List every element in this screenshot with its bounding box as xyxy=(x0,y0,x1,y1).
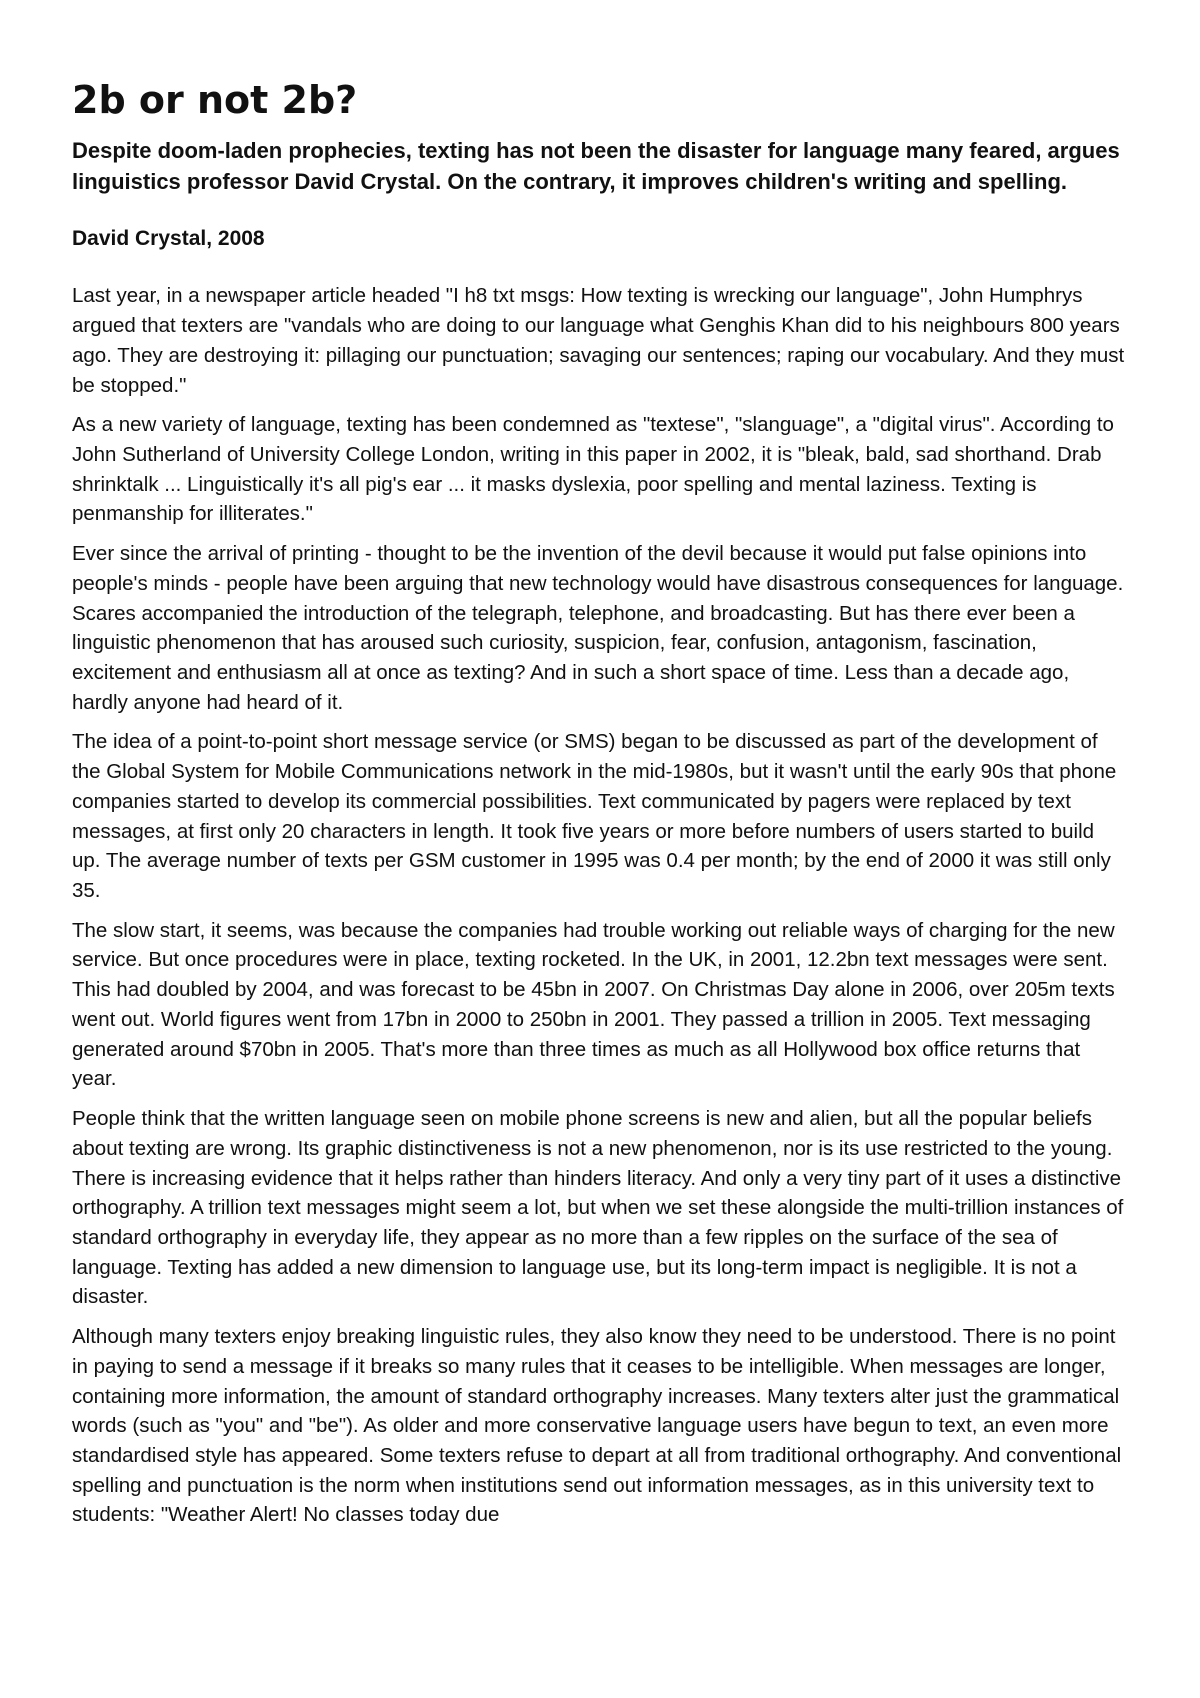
paragraph: The idea of a point-to-point short message service (or SMS) began to be discussed as part of the development of the Global System for Mobile Communications network in the mid-1980s, but it wasn't until the early 90s that phone companies started to develop its commercial possibilities. Text communicated by pagers were replaced by text messages, at first only 20 characters in length. It took five years or more before numbers of users started to build up. The average number of texts per GSM customer in 1995 was 0.4 per month; by the end of 2000 it was still only 35. xyxy=(72,730,1117,903)
paragraph: The slow start, it seems, was because the companies had trouble working out reliable ways of charging for the new service. But once procedures were in place, texting rocketed. In the UK, in 2001, 12.2bn text messages were sent. This had doubled by 2004, and was forecast to be 45bn in 2007. On Christmas Day alone in 2006, over 205m texts went out. World figures went from 17bn in 2000 to 250bn in 2001. They passed a trillion in 2005. Text messaging generated around $70bn in 2005. That's more than three times as much as all Hollywood box office returns that year. xyxy=(72,918,1115,1091)
paragraph: Last year, in a newspaper article headed "I h8 txt msgs: How texting is wrecking our language", John Humphrys argued that texters are "vandals who are doing to our language what Genghis Khan did to his neighbours 800 years ago. They are destroying it: pillaging our punctuation; savaging our sentences; raping our vocabulary. And they must be stopped." xyxy=(72,284,1125,397)
paragraph: People think that the written language seen on mobile phone screens is new and alien, but all the popular beliefs about texting are wrong. Its graphic distinctiveness is not a new phenomenon, nor is its use restricted to the young. There is increasing evidence that it helps rather than hinders literacy. And only a very tiny part of it uses a distinctive orthography. A trillion text messages might seem a lot, but when we set these alongside the multi-trillion instances of standard orthography in everyday life, they appear as no more than a few ripples on the surface of the sea of language. Texting has added a new dimension to language use, but its long-term impact is negligible. It is not a disaster. xyxy=(72,1107,1124,1309)
article-subtitle: Despite doom-laden prophecies, texting has not been the disaster for language many feared, argues linguistics professor David Crystal. On the contrary, it improves children's writing and spelling. xyxy=(72,137,1120,194)
paragraph: As a new variety of language, texting has been condemned as "textese", "slanguage", a "digital virus". According to John Sutherland of University College London, writing in this paper in 2002, it is "bleak, bald, sad shorthand. Drab shrinktalk ... Linguistically it's all pig's ear ... it masks dyslexia, poor spelling and mental laziness. Texting is penmanship for illiterates." xyxy=(72,413,1114,526)
article-title: 2b or not 2b? xyxy=(72,78,358,122)
paragraph: Although many texters enjoy breaking linguistic rules, they also know they need to be understood. There is no point in paying to send a message if it breaks so many rules that it ceases to be intelligible. When messages are longer, containing more information, the amount of standard orthography increases. Many texters alter just the grammatical words (such as "you" and "be"). As older and more conservative language users have begun to text, an even more standardised style has appeared. Some texters refuse to depart at all from traditional orthography. And conventional spelling and punctuation is the norm when institutions send out information messages, as in this university text to students: "Weather Alert! No classes today due xyxy=(72,1325,1122,1527)
article-byline: David Crystal, 2008 xyxy=(72,227,265,251)
article-body xyxy=(72,281,1128,1530)
paragraph: Ever since the arrival of printing - thought to be the invention of the devil because it would put false opinions into people's minds - people have been arguing that new technology would have disastrous consequences for language. Scares accompanied the introduction of the telegraph, telephone, and broadcasting. But has there ever been a linguistic phenomenon that has aroused such curiosity, suspicion, fear, confusion, antagonism, fascination, excitement and enthusiasm all at once as texting? And in such a short space of time. Less than a decade ago, hardly anyone had heard of it. xyxy=(72,542,1124,714)
